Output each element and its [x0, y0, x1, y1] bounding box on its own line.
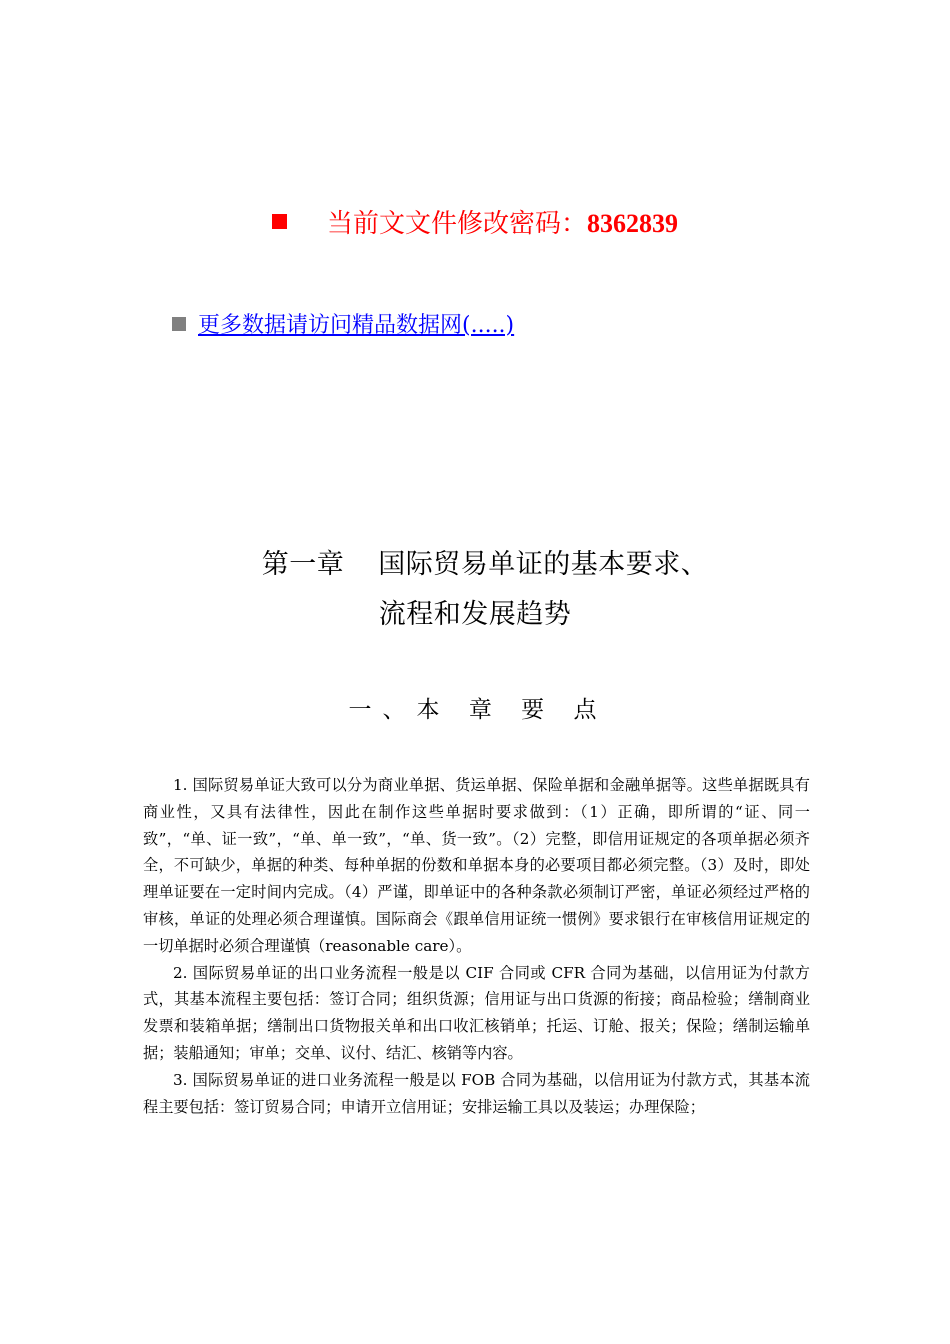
password-notice-text: 当前文文件修改密码： — [326, 209, 587, 239]
password-notice — [0, 204, 950, 244]
paragraph-2: 2. 国际贸易单证的出口业务流程一般是以 CIF 合同或 CFR 合同为基础，以信用证为付款方式，其基本流程主要包括：签订合同；组织货源；信用证与出口货源的衔接；商品检验；缮制商业发票和装箱单据；缮制出口货物报关单和出口收汇核销单；托运、订舱、报关；保险；缮制运输单据；装船通知；审单；交单、议付、结汇、核销等内容。 — [143, 963, 810, 1062]
chapter-title-line-1 — [0, 540, 950, 590]
more-data-link[interactable]: 更多数据请访问精品数据网(.....) — [198, 313, 515, 338]
gray-square-bullet-icon — [172, 317, 186, 331]
chapter-title — [0, 540, 950, 640]
red-square-bullet-icon — [272, 214, 287, 229]
chapter-title-text-1: 国际贸易单证的基本要求、 — [378, 549, 709, 580]
password-code: 8362839 — [587, 209, 678, 238]
chapter-label: 第一章 — [261, 549, 345, 580]
section-heading: 一、本 章 要 点 — [348, 697, 608, 723]
body-text — [143, 772, 810, 1120]
chapter-title-line-2: 流程和发展趋势 — [378, 599, 572, 630]
more-data-line — [172, 306, 514, 346]
paragraph-1: 1. 国际贸易单证大致可以分为商业单据、货运单据、保险单据和金融单据等。这些单据既具有商业性，又具有法律性，因此在制作这些单据时要求做到：（1）正确，即所谓的“证、同一致”，“单、证一致”，“单、单一致”，“单、货一致”。（2）完整，即信用证规定的各项单据必须齐全，不可缺少，单据的种类、每种单据的份数和单据本身的必要项目都必须完整。（3）及时，即处理单证要在一定时间内完成。（4）严谨，即单证中的各种条款必须制订严密，单证必须经过严格的审核，单证的处理必须合理谨慎。国际商会《跟单信用证统一惯例》要求银行在审核信用证规定的一切单据时必须合理谨慎（reasonable care）。 — [143, 776, 810, 955]
paragraph-3: 3. 国际贸易单证的进口业务流程一般是以 FOB 合同为基础，以信用证为付款方式，其基本流程主要包括：签订贸易合同；申请开立信用证；安排运输工具以及装运；办理保险； — [143, 1070, 810, 1116]
